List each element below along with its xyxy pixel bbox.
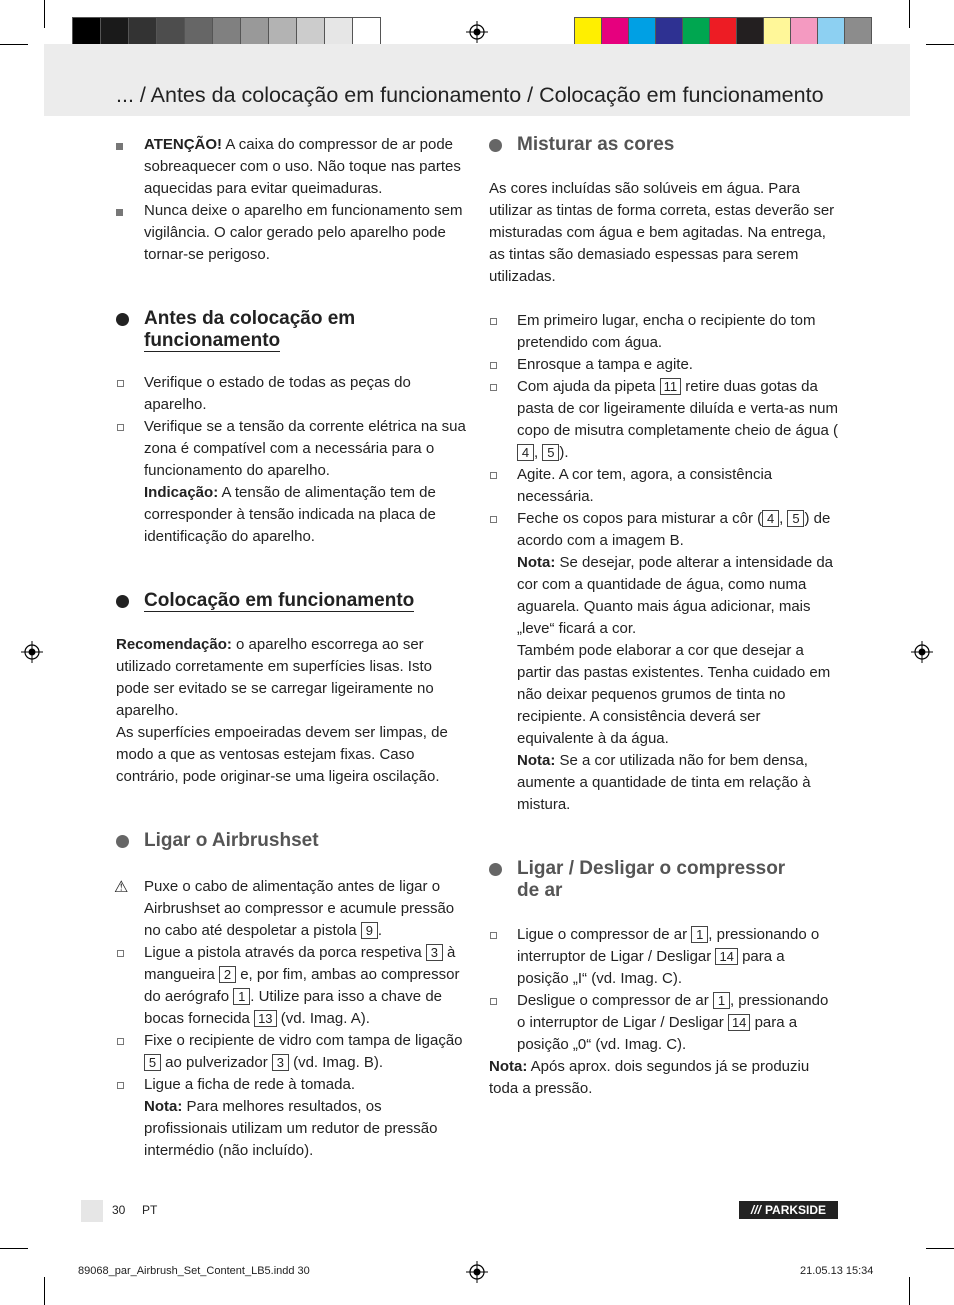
left-column (116, 134, 466, 1162)
color-swatch (324, 17, 353, 46)
heading-text: de ar (517, 880, 563, 901)
crop-mark (0, 1248, 28, 1249)
ref-number: 11 (660, 378, 682, 395)
checkbox-bullet-icon (117, 424, 124, 431)
file-slug: 89068_par_Airbrush_Set_Content_LB5.indd 30 (78, 1265, 310, 1277)
list-item (116, 200, 466, 266)
color-swatch (601, 17, 629, 46)
list-item-text: Ligue a ficha de rede à tomada. (144, 1076, 355, 1093)
list-item-text: à mangueira (144, 944, 456, 983)
heading-text: funcionamento (144, 330, 281, 351)
heading-dot-icon (116, 835, 129, 848)
warning-label: ATENÇÃO! (144, 136, 223, 153)
ref-number: 4 (517, 444, 534, 461)
section-heading (489, 134, 839, 156)
checkbox-bullet-icon (490, 932, 497, 939)
list-item-text: Ligue o compressor de ar (517, 926, 692, 943)
list-item-text: , (779, 510, 788, 527)
registration-mark-icon (911, 641, 933, 663)
ref-number: 1 (233, 988, 250, 1005)
color-swatch (212, 17, 241, 46)
page-number-box (81, 1200, 103, 1222)
checkbox-bullet-icon (117, 950, 124, 957)
list-item-text: A caixa do compressor de ar pode sobreaquecer com o uso. Não toque nas partes aquecidas para evitar queimaduras. (144, 136, 461, 197)
ref-number: 13 (254, 1010, 276, 1027)
crop-mark (909, 0, 910, 28)
square-bullet-icon (116, 143, 123, 150)
color-swatch (574, 17, 602, 46)
list-item-text: Verifique o estado de todas as peças do aparelho. (144, 374, 411, 413)
paragraph (489, 1056, 839, 1100)
heading-dot-icon (116, 595, 129, 608)
checkbox-bullet-icon (117, 380, 124, 387)
registration-mark-icon (21, 641, 43, 663)
list-item-text: para a posição „0“ (vd. Imag. C). (517, 1014, 798, 1053)
note-label: Nota: (517, 554, 556, 571)
list-item-text: retire duas gotas da pasta de cor ligeiramente diluída e verta-as num copo de misutra completamente cheio de água ( (517, 378, 839, 439)
crop-mark (44, 0, 45, 28)
list-item (489, 464, 839, 508)
color-swatch (844, 17, 872, 46)
list-item-text: e, por fim, ambas ao compressor do aerógrafo (144, 966, 460, 1005)
list-item-text: Nunca deixe o aparelho em funcionamento sem vigilância. O calor gerado pelo aparelho pode tornar-se perigoso. (144, 202, 463, 263)
color-swatch (240, 17, 269, 46)
checkbox-bullet-icon (117, 1082, 124, 1089)
ref-number: 14 (728, 1014, 750, 1031)
checkbox-bullet-icon (117, 1038, 124, 1045)
ref-number: 9 (361, 922, 378, 939)
list-item (489, 924, 839, 990)
list-item-text: Com ajuda da pipeta (517, 378, 660, 395)
list-item (489, 310, 839, 354)
paragraph-text: o aparelho escorrega ao ser utilizado corretamente em superfícies lisas. Isto pode ser evitado se se carregar ligeiramente no aparelho. (116, 636, 434, 719)
square-bullet-icon (116, 209, 123, 216)
section-heading (489, 858, 839, 902)
ref-number: 3 (426, 944, 443, 961)
color-swatch (817, 17, 845, 46)
recommendation-label: Recomendação: (116, 636, 232, 653)
note-label: Nota: (517, 752, 556, 769)
page-title: ... / Antes da colocação em funcionamento / Colocação em funcionamento (116, 83, 824, 107)
list-item-text: Feche os copos para misturar a côr ( (517, 510, 763, 527)
color-swatch (655, 17, 683, 46)
list-item-text: Agite. A cor tem, agora, a consistência necessária. (517, 466, 773, 505)
warning-triangle-icon: ⚠ (114, 879, 129, 896)
list-item-text: para a posição „I“ (vd. Imag. C). (517, 948, 785, 987)
ref-number: 5 (787, 510, 804, 527)
ref-number: 1 (713, 992, 730, 1009)
brand-name: PARKSIDE (764, 1203, 827, 1217)
crop-mark (0, 44, 28, 45)
note-label: Indicação: (144, 484, 219, 501)
color-swatch (100, 17, 129, 46)
paragraph (116, 634, 466, 788)
crop-mark (909, 1277, 910, 1305)
note-text: Após aprox. dois segundos já se produziu toda a pressão. (489, 1058, 810, 1097)
note-text: Se desejar, pode alterar a intensidade da cor com a quantidade de água, como numa aguarela. Quanto mais água adicionar, mais „leve“ ficará a cor. (517, 554, 834, 637)
list-item-text: ) de acordo com a imagem B. (517, 510, 831, 549)
heading-text: Ligar o Airbrushset (144, 830, 319, 851)
list-item (116, 1074, 466, 1162)
ref-number: 1 (691, 926, 708, 943)
ref-number: 5 (144, 1054, 161, 1071)
paragraph-text: As superfícies empoeiradas devem ser limpas, de modo a que as ventosas estejam fixas. Caso contrário, pode originar-se uma ligeira oscilação. (116, 724, 448, 785)
list-item-text: ). (559, 444, 569, 461)
brand-slashes: /// (750, 1203, 761, 1217)
checkbox-bullet-icon (490, 318, 497, 325)
checkbox-bullet-icon (490, 472, 497, 479)
ref-number: 3 (272, 1054, 289, 1071)
color-swatches (574, 17, 871, 46)
brand-logo (739, 1201, 838, 1219)
ref-number: 2 (219, 966, 236, 983)
checkbox-bullet-icon (490, 384, 497, 391)
right-column (489, 134, 839, 1100)
paragraph: As cores incluídas são solúveis em água. Para utilizar as tintas de forma correta, estas deverão ser misturadas com água e bem agitadas. Na entrega, as tintas são demasiado espessas para serem utilizadas. (489, 180, 835, 285)
list-item-text: Desligue o compressor de ar (517, 992, 713, 1009)
list-item (489, 990, 839, 1056)
list-item (489, 508, 839, 816)
note-text: Se a cor utilizada não for bem densa, aumente a quantidade de tinta em relação à mistura. (517, 752, 811, 813)
registration-mark-icon (466, 21, 488, 43)
heading-text: Misturar as cores (517, 134, 675, 155)
list-item-text: Verifique se a tensão da corrente elétrica na sua zona é compatível com a necessária para o funcionamento do aparelho. (144, 418, 466, 479)
registration-mark-icon (466, 1261, 488, 1283)
heading-dot-icon (116, 313, 129, 326)
color-swatch (682, 17, 710, 46)
note-text: Para melhores resultados, os profissionais utilizam um redutor de pressão intermédio (não incluído). (144, 1098, 438, 1159)
color-swatch (763, 17, 791, 46)
crop-mark (926, 1248, 954, 1249)
checkbox-bullet-icon (490, 362, 497, 369)
list-item-text: . (377, 922, 382, 939)
color-swatch (184, 17, 213, 46)
ref-number: 5 (542, 444, 559, 461)
list-item-text: (vd. Imag. A). (276, 1010, 370, 1027)
color-swatch (736, 17, 764, 46)
checkbox-bullet-icon (490, 516, 497, 523)
color-swatch (628, 17, 656, 46)
color-swatch (709, 17, 737, 46)
list-item-text: , pressionando o interruptor de Ligar / Desligar (517, 926, 820, 965)
list-item-text: , (534, 444, 543, 461)
list-item-text: ao pulverizador (161, 1054, 272, 1071)
list-item (116, 134, 466, 200)
color-swatch (156, 17, 185, 46)
list-item (116, 942, 466, 1030)
list-item-text: (vd. Imag. B). (288, 1054, 384, 1071)
ref-number: 4 (762, 510, 779, 527)
list-item-text: Puxe o cabo de alimentação antes de ligar o Airbrushset ao compressor e acumule pressão no cabo até despoletar a pistola (144, 878, 455, 939)
color-swatch (352, 17, 381, 46)
list-item (489, 376, 839, 464)
note-label: Nota: (144, 1098, 183, 1115)
paragraph-text: Também pode elaborar a cor que desejar a partir das pastas existentes. Tenha cuidado em não deixar pequenos grumos de tinta no recipiente. A consistência deverá ser equivalente à da água. (517, 642, 831, 747)
list-item-text: . Utilize para isso a chave de bocas fornecida (144, 988, 442, 1027)
list-item (489, 354, 839, 376)
crop-mark (44, 1277, 45, 1305)
note-label: Nota: (489, 1058, 528, 1075)
section-heading (116, 590, 466, 612)
note-text: A tensão de alimentação tem de corresponder à tensão indicada na placa de identificação do aparelho. (144, 484, 436, 545)
color-swatch (72, 17, 101, 46)
print-date: 21.05.13 15:34 (800, 1265, 874, 1277)
heading-dot-icon (489, 863, 502, 876)
list-item (116, 1030, 466, 1074)
page-number: 30 (112, 1203, 126, 1217)
list-item-text: Em primeiro lugar, encha o recipiente do tom pretendido com água. (517, 312, 816, 351)
list-item (116, 416, 466, 548)
heading-text: Antes da colocação em (144, 308, 356, 329)
heading-dot-icon (489, 139, 502, 152)
heading-text: Colocação em funcionamento (144, 590, 415, 611)
list-item (116, 876, 466, 942)
color-swatch (790, 17, 818, 46)
crop-mark (926, 44, 954, 45)
list-item-text: , pressionando o interruptor de Ligar / Desligar (517, 992, 829, 1031)
section-heading (116, 830, 466, 852)
color-swatch (128, 17, 157, 46)
ref-number: 14 (715, 948, 737, 965)
grayscale-swatches (72, 17, 380, 46)
section-heading (116, 308, 466, 352)
heading-text: Ligar / Desligar o compressor (517, 858, 786, 879)
list-item (116, 372, 466, 416)
list-item-text: Fixe o recipiente de vidro com tampa de ligação (144, 1032, 463, 1049)
checkbox-bullet-icon (490, 998, 497, 1005)
list-item-text: Enrosque a tampa e agite. (517, 356, 693, 373)
list-item-text: Ligue a pistola através da porca respetiva (144, 944, 426, 961)
language-code: PT (142, 1203, 158, 1217)
color-swatch (268, 17, 297, 46)
color-swatch (296, 17, 325, 46)
